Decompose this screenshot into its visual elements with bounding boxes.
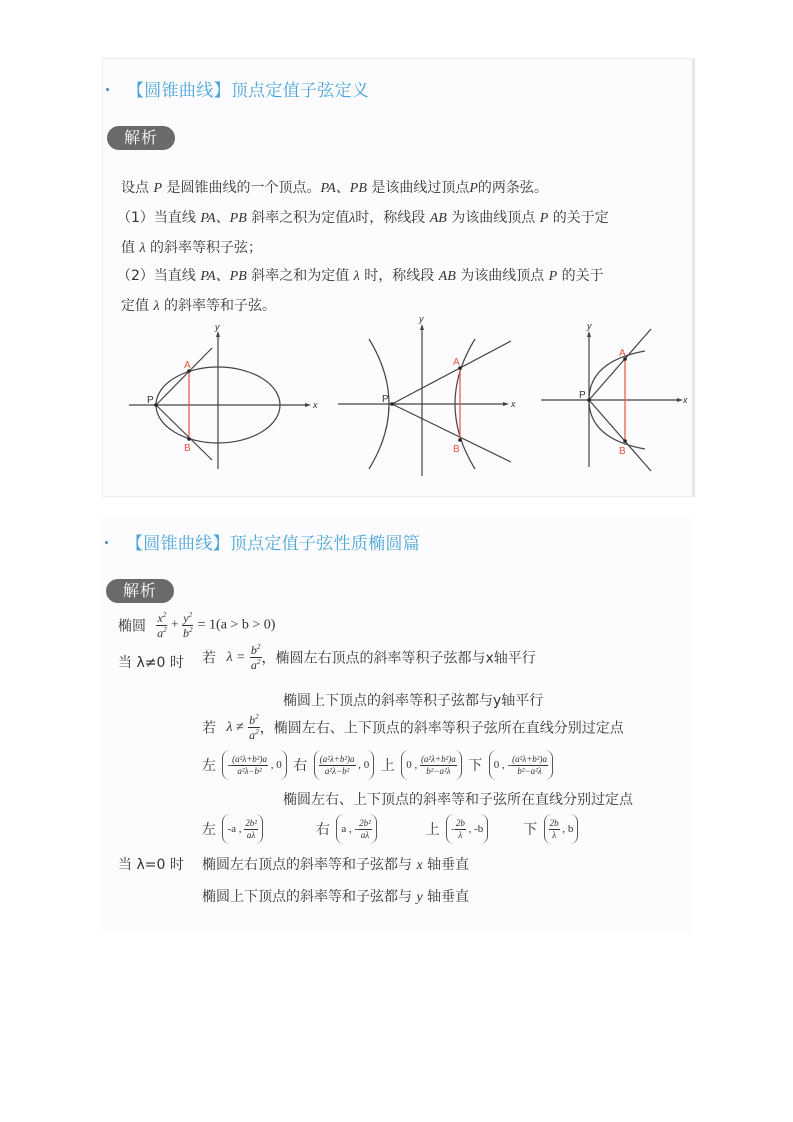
ellipse-equation: 椭圆 $\frac{x^2}{a^2}$ + $\frac{y^2}{b^2}$ = 1(a > b > 0) (118, 611, 276, 640)
section-title (105, 529, 420, 554)
section-title-text: 【圆锥曲线】顶点定值子弦定义 (127, 81, 370, 101)
label-x: x (511, 399, 516, 409)
section-title-text: 【圆锥曲线】顶点定值子弦性质椭圆篇 (126, 534, 421, 554)
case-zero-line1: 椭圆左右顶点的斜率等和子弦都与 x 轴垂直 (202, 857, 470, 873)
hyperbola-figure (333, 314, 533, 484)
analysis-badge: 解析 (106, 579, 174, 603)
case-equal-line: 若 λ = $\frac{b^2}{a^2}$ ，椭圆左右顶点的斜率等积子弦都与x轴平行 (202, 643, 536, 672)
case-notequal-line: 若 λ ≠ $\frac{b^2}{a^2}$ ，椭圆左右、上下顶点的斜率等积子弦所在直线分别过定点 (202, 713, 624, 742)
ellipse-figure (121, 321, 321, 481)
definition-card (102, 58, 695, 497)
parabola-figure (533, 321, 693, 481)
item2-line1: （2）当直线 PA、PB 斜率之和为定值 λ 时，称线段 AB 为该曲线顶点 P 的关于 (117, 268, 604, 284)
sum-fixed-points: 左 -a , $\frac{\text{2b²}}{a\lambda}$ 右 a , - $\frac{\text{2b²}}{a\lambda}$ 上 - $\frac{2b}{\lambda}$ , -b 下 $\frac{2b}{\lambda}$ , b (202, 814, 580, 844)
label-x: x (313, 400, 318, 410)
item2-line2: 定值 λ 的斜率等和子弦。 (121, 298, 276, 314)
label-a: A (184, 360, 191, 371)
label-a: A (619, 348, 626, 359)
case-zero-line2: 椭圆上下顶点的斜率等和子弦都与 y 轴垂直 (202, 889, 470, 905)
intro-line: 设点 P 是圆锥曲线的一个顶点。PA、PB 是该曲线过顶点P的两条弦。 (121, 180, 548, 196)
label-p: P (579, 390, 586, 401)
bullet-icon (105, 541, 108, 544)
case-equal-line2: 椭圆上下顶点的斜率等积子弦都与y轴平行 (283, 693, 544, 709)
product-fixed-points: 左 - $\frac{\text{(a²λ+b²)a}}{\text{a²λ−b²}}$ , 0 右 $\frac{\text{(a²λ+b²)a}}{\text{a²λ−b²}}$ , 0 上 0 , $\frac{\text{(a²λ+b²)a}}{\text{b²−a²λ}}$ 下 0 , - $\frac{\text{(a²λ+b²)a}}{\text{b²−a²λ}}$ (202, 750, 555, 780)
label-a: A (453, 357, 460, 368)
line-pb (392, 404, 511, 462)
label-p: P (147, 395, 154, 406)
label-b: B (453, 444, 460, 455)
ellipse-properties-card (102, 518, 691, 934)
bullet-icon (106, 88, 109, 91)
section-title (106, 76, 369, 101)
label-y: y (587, 321, 592, 331)
line-pa (156, 348, 212, 405)
sum-fixed-points-intro: 椭圆左右、上下顶点的斜率等和子弦所在直线分别过定点 (283, 792, 633, 808)
label-y: y (215, 322, 220, 332)
item1-line1: （1）当直线 PA、PB 斜率之积为定值λ时，称线段 AB 为该曲线顶点 P 的关于定 (117, 210, 609, 226)
label-b: B (184, 443, 191, 454)
line-pa (392, 341, 511, 404)
label-y: y (419, 314, 424, 324)
label-x: x (683, 395, 688, 405)
case-nonzero-label: 当 λ≠0 时 (118, 655, 184, 671)
label-p: P (382, 394, 389, 405)
item1-line2: 值 λ 的斜率等积子弦； (121, 240, 262, 256)
label-b: B (619, 446, 626, 457)
analysis-badge: 解析 (107, 126, 175, 150)
case-zero-label: 当 λ=0 时 (118, 857, 184, 873)
line-pa (589, 329, 651, 400)
line-pb (589, 400, 651, 471)
